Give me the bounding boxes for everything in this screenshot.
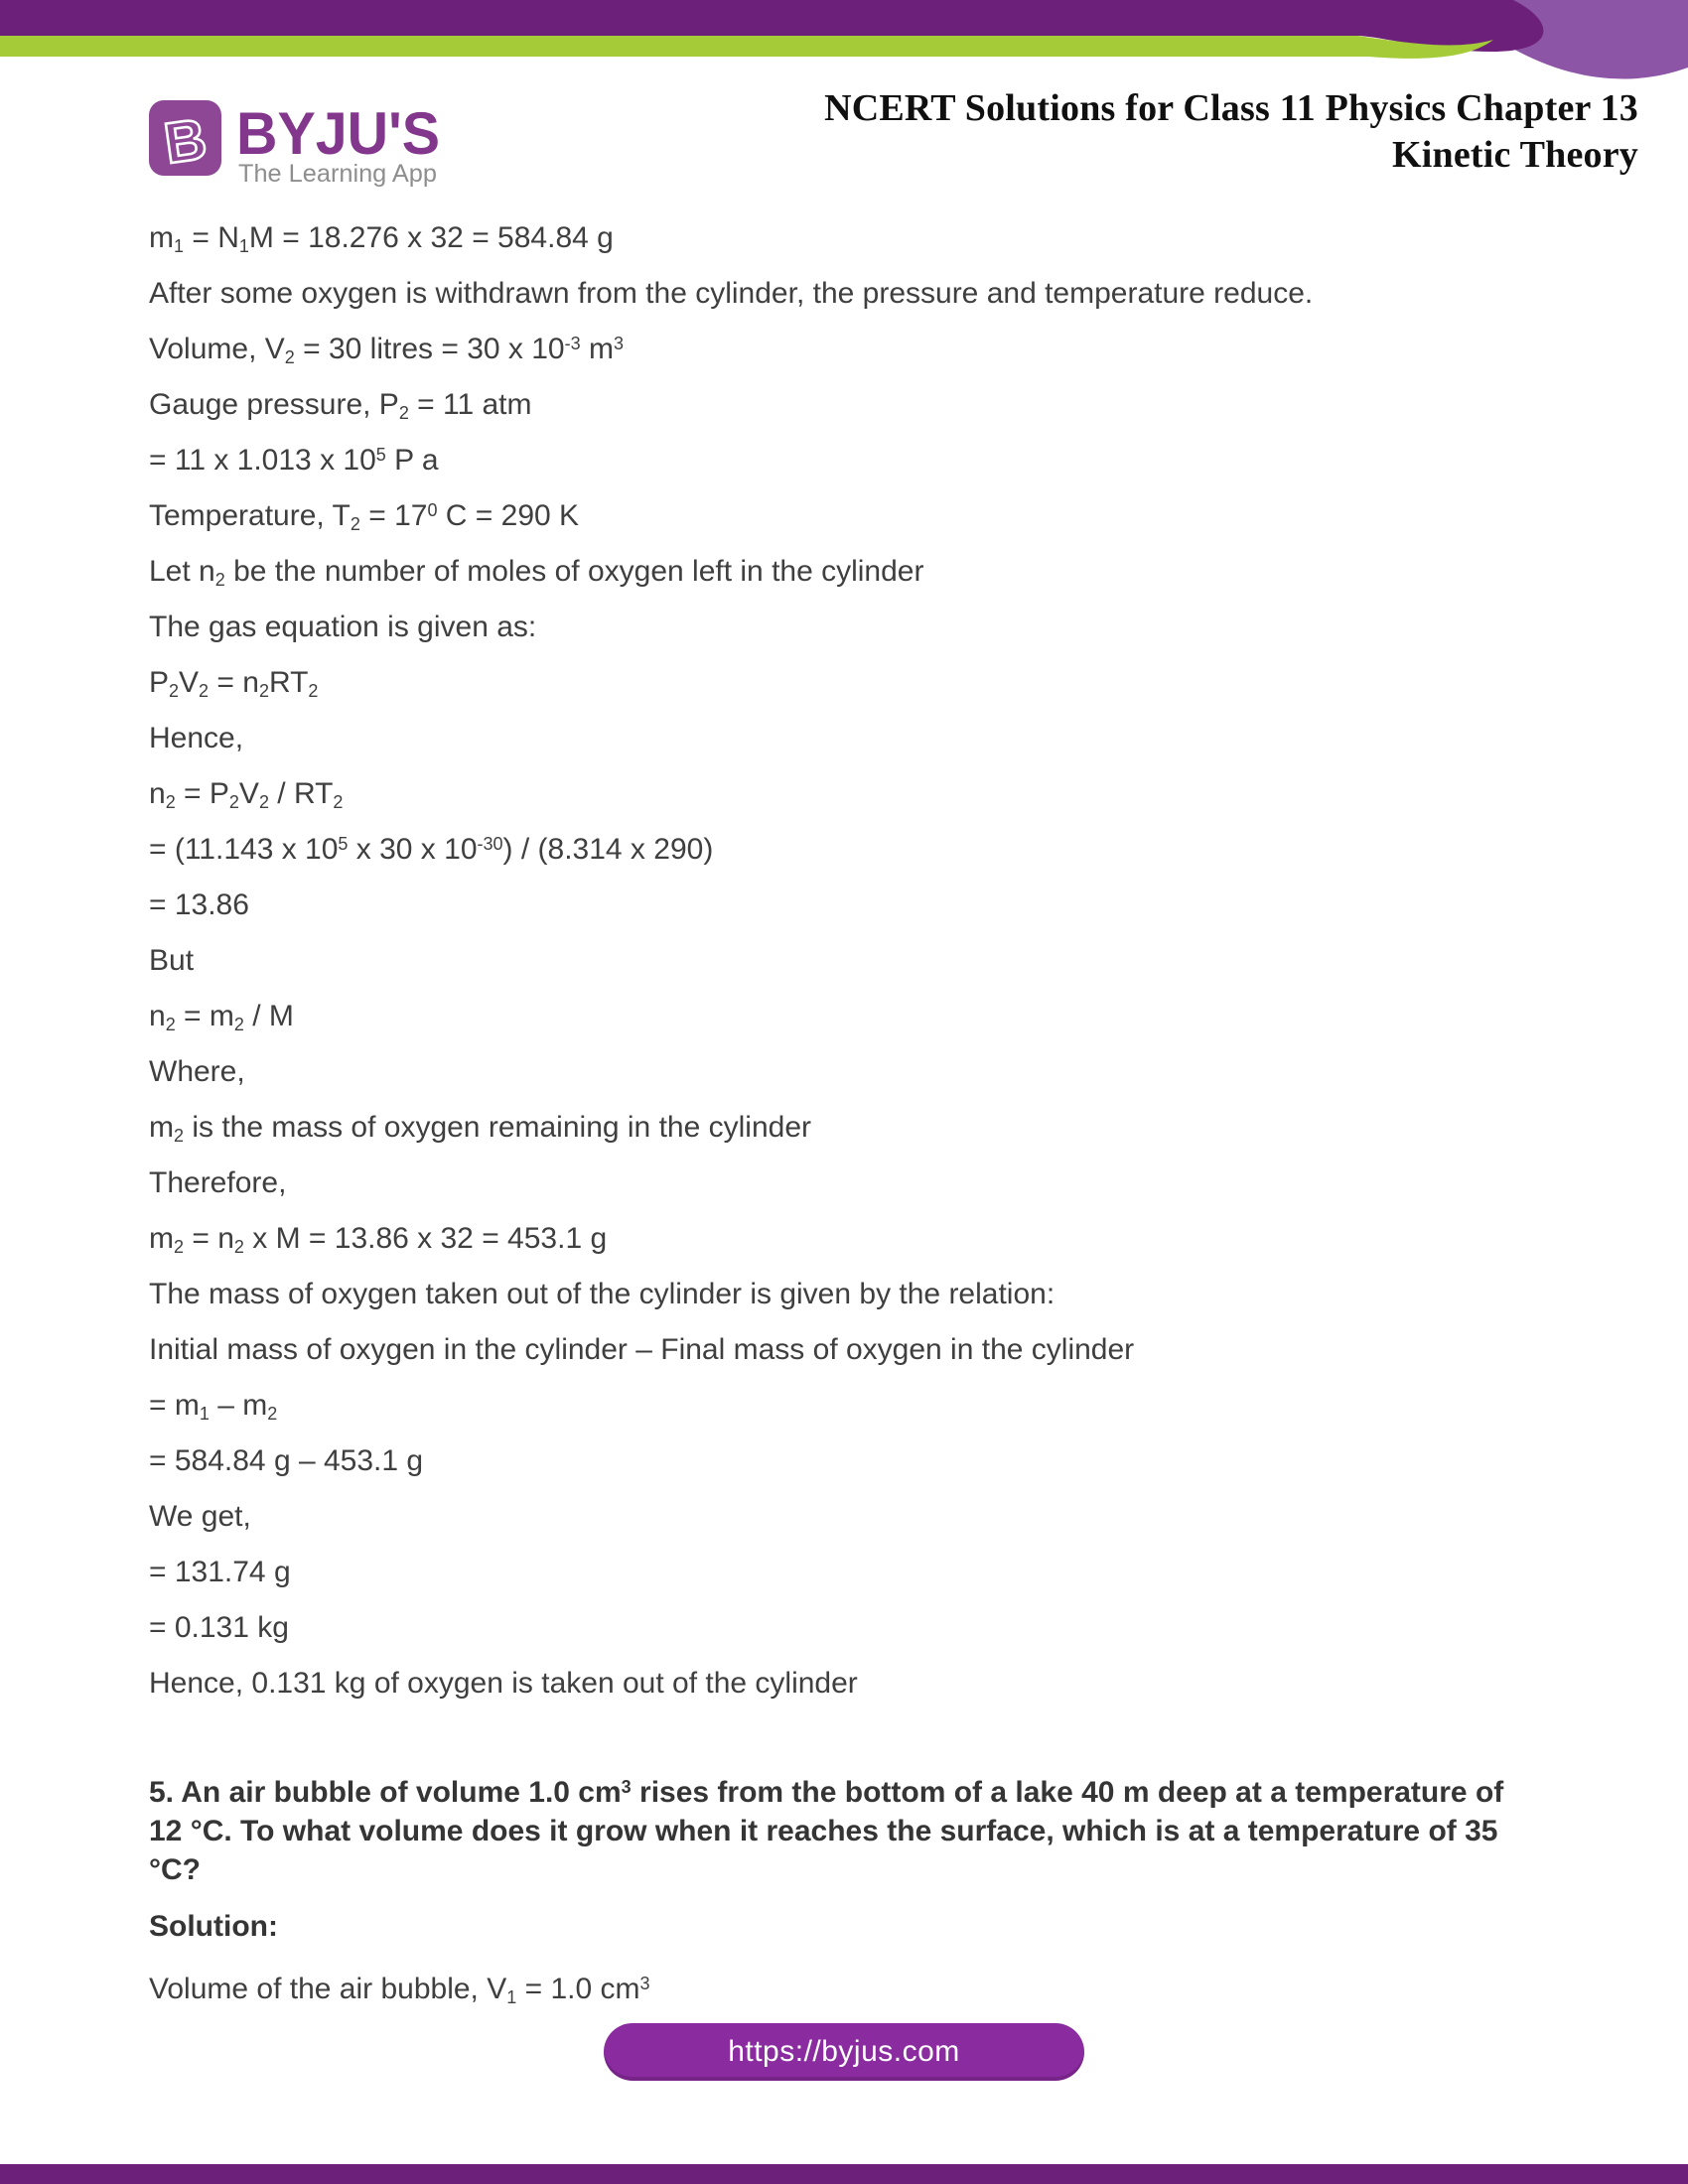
text-line: $P_2V_2 = n_2RT_2$ — [149, 666, 319, 702]
text-line: We get, — [149, 1500, 251, 1533]
footer-url-button[interactable] — [604, 2023, 1084, 2081]
ribbon-green-band — [0, 36, 1493, 59]
text-line: Hence, 0.131 kg of oxygen is taken out of the cylinder — [149, 1667, 858, 1700]
solution-first-line: Volume of the air bubble, $V_1 = 1.0$ $cm^3$ — [149, 1973, 650, 2008]
solution-text-lines — [149, 210, 1559, 1711]
text-line: Temperature, $T_2 = 17^0$ C = 290 K — [149, 499, 580, 535]
solution-body — [149, 210, 1559, 2008]
text-line: Gauge pressure, $P_2 = 11$ atm — [149, 388, 532, 424]
text-line: But — [149, 944, 195, 977]
text-line: = 11 x 1.013 x $10^5$ P a — [149, 444, 439, 477]
text-line: = $m_1 - m_2$ — [149, 1389, 278, 1425]
text-line: = 131.74 g — [149, 1556, 291, 1588]
question-line: 12 °C. To what volume does it grow when it reaches the surface, which is at a temperature of 35 — [149, 1815, 1498, 1847]
byjus-logo — [147, 95, 465, 190]
text-line: Where, — [149, 1055, 245, 1088]
text-line: The gas equation is given as: — [149, 611, 537, 643]
page-title-line2: Kinetic Theory — [1391, 134, 1638, 176]
text-line: $n_2 = m_2 / M$ — [149, 1000, 294, 1035]
text-line: = (11.143 x $10^5$ x 30 x $10^{-30}) / (8.314$ x 290) — [149, 833, 714, 866]
logo-tagline: The Learning App — [238, 160, 437, 188]
text-line: = 0.131 kg — [149, 1611, 289, 1644]
text-line: = 13.86 — [149, 888, 249, 921]
text-line: Let $n_2$ be the number of moles of oxygen left in the cylinder — [149, 555, 924, 591]
header-ribbon — [0, 0, 1688, 94]
logo-b-icon: B — [160, 106, 211, 177]
text-line: = 584.84 g – 453.1 g — [149, 1444, 424, 1477]
question-5 — [149, 1773, 1559, 1889]
text-line: $n_2 = P_2V_2 / RT_2$ — [149, 777, 344, 813]
footer-url-text: https://byjus.com — [728, 2035, 960, 2068]
question-line: 5. An air bubble of volume 1.0 $cm^3$ rises from the bottom of a lake 40 m deep at a temperature of — [149, 1776, 1504, 1809]
text-line: $m_1 = N_1M = 18.276$ x 32 = 584.84 g — [149, 221, 614, 257]
text-line: $m_2 = n_2$ x M = 13.86 x 32 = 453.1 g — [149, 1222, 608, 1258]
text-line: Initial mass of oxygen in the cylinder – Final mass of oxygen in the cylinder — [149, 1333, 1135, 1366]
question-line: °C? — [149, 1853, 201, 1886]
solution-label: Solution: — [149, 1910, 278, 1943]
page-title — [824, 85, 1638, 179]
logo-brand-text: BYJU'S — [236, 100, 440, 167]
footer-bar — [0, 2164, 1688, 2184]
text-line: After some oxygen is withdrawn from the cylinder, the pressure and temperature reduce. — [149, 277, 1314, 310]
page-title-line1: NCERT Solutions for Class 11 Physics Chapter 13 — [824, 87, 1638, 129]
text-line: The mass of oxygen taken out of the cylinder is given by the relation: — [149, 1278, 1055, 1310]
text-line: $m_2$ is the mass of oxygen remaining in the cylinder — [149, 1111, 811, 1147]
text-line: Hence, — [149, 722, 244, 754]
text-line: Therefore, — [149, 1166, 287, 1199]
text-line: Volume, $V_2 = 30$ litres = 30 x $10^{-3}$ $m^3$ — [149, 333, 624, 368]
